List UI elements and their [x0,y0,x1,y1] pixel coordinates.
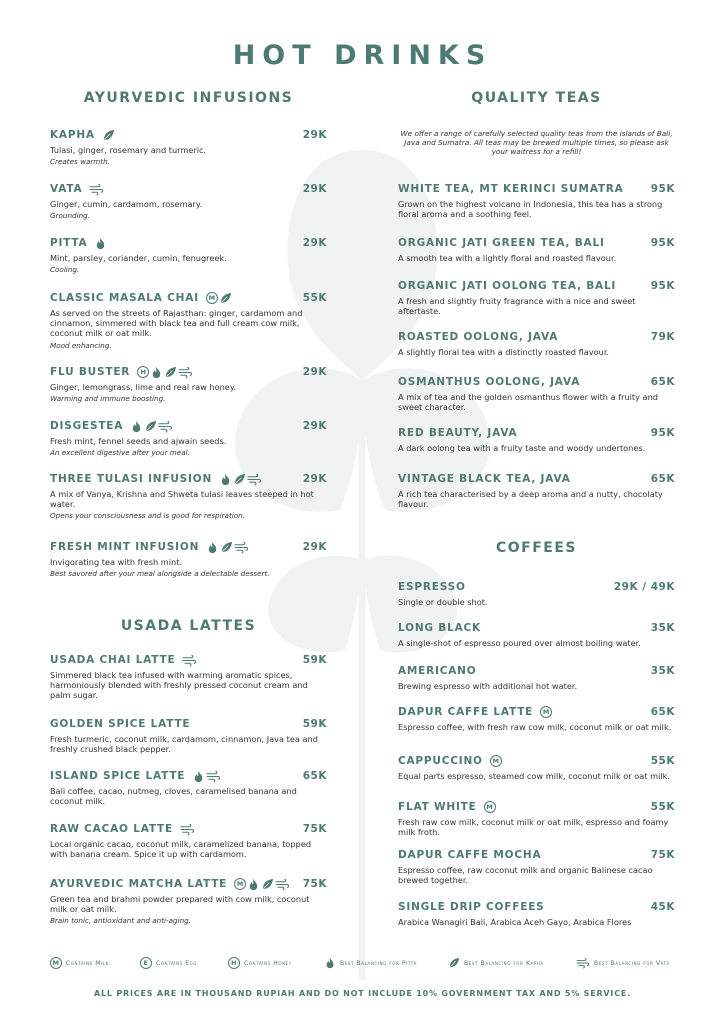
teas-intro: We offer a range of carefully selected quality teas from the islands of Bali, Java and Sumatra. All teas may be brewed multiple times, so please ask your waitress for a refill! [400,129,673,156]
menu-item-icons [137,366,193,379]
menu-item-description: Simmered black tea infused with warming aromatic spices, harmoniously blended with freshly pressed coconut cream and palm sugar. [50,670,308,701]
milk-icon: M [484,801,496,813]
menu-item-name: GOLDEN SPICE LATTE [50,718,191,730]
menu-item-header [398,847,675,863]
menu-item-description: Espresso coffee, with fresh raw cow milk, coconut milk or oat milk. [398,722,672,732]
menu-item-note: Opens your consciousness and is good for respiration. [50,511,246,521]
menu-item-header [398,899,675,915]
milk-icon: M [50,957,62,969]
menu-item-price: 65K [650,706,675,718]
leaf-icon [144,420,157,433]
menu-item-name: THREE TULASI INFUSION [50,473,213,485]
menu-item-icons [206,541,249,554]
egg-icon: E [140,957,152,969]
menu-item-price: 29K [302,473,327,485]
menu-item-price: 95K [650,280,675,292]
menu-item-price: 35K [650,622,675,634]
menu-item [398,374,675,412]
menu-item-name: USADA CHAI LATTE [50,654,176,666]
legend-item [448,957,544,969]
milk-icon: M [490,755,502,767]
menu-item [50,290,327,350]
menu-item-description: Brewing espresso with additional hot water. [398,681,578,691]
menu-item-name: DAPUR CAFFE MOCHA [398,849,542,861]
menu-item-description: A slightly floral tea with a distinctly roasted flavour. [398,347,610,357]
menu-item-name: PITTA [50,237,88,249]
menu-item-price: 65K [650,376,675,388]
menu-item-icons [484,801,496,813]
menu-item-description: A fresh and slightly fruity fragrance with a nice and sweet aftertaste. [398,296,636,317]
menu-item-header [50,539,327,555]
legend-item [324,957,417,969]
menu-item-header [50,418,327,434]
menu-item-description: Equal parts espresso, steamed cow milk, coconut milk or oat milk. [398,771,670,781]
menu-item [398,799,675,837]
menu-item-header [50,181,327,197]
legend-item [576,957,670,969]
menu-item-description: Local organic cacao, coconut milk, caramelized banana, topped with banana cream. Spice it up with cardamom. [50,839,312,860]
menu-item-description: Single or double shot. [398,597,488,607]
legend-label: Best Balancing for Pitta [340,959,417,967]
menu-item-name: CAPPUCCINO [398,755,483,767]
wind-icon [234,541,249,554]
menu-item-name: KAPHA [50,129,95,141]
menu-item-price: 29K [302,237,327,249]
menu-item-header [398,753,675,769]
menu-item-note: Brain tonic, antioxidant and anti-aging. [50,916,192,926]
leaf-icon [164,366,177,379]
milk-icon: M [234,878,246,890]
menu-item-price: 45K [650,901,675,913]
menu-item [50,181,327,220]
menu-item-header [398,329,675,345]
menu-item-price: 35K [650,665,675,677]
menu-item-name: FLAT WHITE [398,801,477,813]
flame-icon [247,878,260,891]
menu-item [50,876,327,925]
menu-item-description: Espresso coffee, raw coconut milk and organic Balinese cacao brewed together. [398,865,653,886]
menu-item-description: Ginger, cumin, cardamom, rosemary. [50,199,203,209]
menu-item [398,663,675,691]
menu-item [50,471,327,520]
menu-item-name: ROASTED OOLONG, JAVA [398,331,559,343]
menu-item-header [398,181,675,197]
menu-item-header [50,471,327,487]
menu-item-note: Best savored after your meal alongside a delectable dessert. [50,569,270,579]
wind-icon [275,878,290,891]
menu-item-header [398,278,675,294]
menu-item-icons [102,129,115,142]
menu-item [50,127,327,166]
leaf-icon [233,473,246,486]
menu-item-price: 75K [302,878,327,890]
menu-item [50,418,327,457]
menu-item [398,329,675,357]
menu-item-header [398,799,675,815]
legend-label: Contains Milk [66,959,109,967]
flame-icon [94,237,107,250]
menu-item [398,425,675,453]
menu-item [50,716,327,754]
menu-item [50,652,327,701]
wind-icon [158,420,173,433]
menu-item-name: AYURVEDIC MATCHA LATTE [50,878,228,890]
menu-item-description: A dark oolong tea with a fruity taste and woody undertones. [398,443,646,453]
menu-item-note: Grounding. [50,211,90,221]
menu-item-name: VATA [50,183,83,195]
menu-item-price: 59K [302,654,327,666]
page-title: HOT DRINKS [232,40,493,71]
menu-item-price: 29K / 49K [613,581,675,593]
menu-item-description: A single-shot of espresso poured over almost boiling water. [398,638,641,648]
wind-icon [178,366,193,379]
menu-item-description: Invigorating tea with fresh mint. [50,557,183,567]
flame-icon [219,473,232,486]
menu-item-header [50,652,327,668]
wind-icon [206,770,221,783]
menu-item [398,278,675,316]
legend-label: Contains Honey [244,959,292,967]
menu-item-note: Cooling. [50,265,80,275]
menu-item-description: Mint, parsley, coriander, cumin, fenugreek. [50,253,227,263]
menu-item [398,753,675,781]
leaf-icon [219,292,232,305]
menu-item-name: FLU BUSTER [50,366,131,378]
menu-item-description: Tulasi, ginger, rosemary and turmeric. [50,145,207,155]
menu-item-description: Ginger, lemongrass, lime and real raw honey. [50,382,237,392]
flame-icon [130,420,143,433]
menu-item-header [50,235,327,251]
menu-item-header [398,235,675,251]
leaf-icon [261,878,274,891]
menu-item-name: OSMANTHUS OOLONG, JAVA [398,376,581,388]
menu-item [398,704,675,732]
menu-item-header [50,364,327,380]
menu-item-icons [182,654,197,667]
menu-item [398,471,675,509]
milk-icon: M [206,292,218,304]
leaf-icon [448,957,460,969]
menu-item-description: A rich tea characterised by a deep aroma and a nutty, chocolaty flavour. [398,489,663,510]
legend-label: Best Balancing for Vata [594,959,670,967]
menu-item-price: 95K [650,237,675,249]
menu-item [398,181,675,219]
menu-item-icons [490,755,502,767]
menu-item-icons [89,183,104,196]
menu-item-icons [94,237,107,250]
menu-item-name: LONG BLACK [398,622,481,634]
section-title-ayurvedic: AYURVEDIC INFUSIONS [83,90,294,106]
menu-item-description: A smooth tea with a lightly floral and roasted flavour. [398,253,617,263]
menu-item-note: Creates warmth. [50,157,110,167]
menu-item-price: 29K [302,366,327,378]
menu-item-header [398,663,675,679]
wind-icon [180,823,195,836]
menu-item-description: A mix of Vanya, Krishna and Shweta tulasi leaves steeped in hot water. [50,489,314,510]
menu-item-header [398,471,675,487]
menu-item-price: 29K [302,129,327,141]
menu-item-name: FRESH MINT INFUSION [50,541,200,553]
menu-item-price: 75K [650,849,675,861]
menu-item-name: ORGANIC JATI OOLONG TEA, BALI [398,280,617,292]
menu-item-name: RAW CACAO LATTE [50,823,173,835]
menu-item-header [50,716,327,732]
legend-label: Best Balancing for Kapha [464,959,544,967]
menu-item [50,235,327,274]
menu-item-name: WHITE TEA, MT KERINCI SUMATRA [398,183,624,195]
menu-item-price: 65K [302,770,327,782]
menu-item-description: Fresh mint, fennel seeds and ajwain seeds. [50,436,227,446]
menu-item-price: 59K [302,718,327,730]
legend-item [50,957,109,969]
menu-item-price: 55K [650,801,675,813]
menu-item-description: Grown on the highest volcano in Indonesia, this tea has a strong floral aroma and a soothing feel. [398,199,663,220]
menu-item-description: As served on the streets of Rajasthan: ginger, cardamom and cinnamon, simmered with black tea and full cream cow milk, coconut milk or oat milk. [50,308,303,339]
menu-item-description: Green tea and brahmi powder prepared with cow milk, coconut milk or oat milk. [50,894,310,915]
menu-item-header [50,127,327,143]
menu-item [50,768,327,806]
honey-icon: H [137,366,149,378]
leaf-icon [102,129,115,142]
menu-item-description: Arabica Wanagiri Bali, Arabica Aceh Gayo, Arabica Flores [398,917,632,927]
footer-note: ALL PRICES ARE IN THOUSAND RUPIAH AND DO NOT INCLUDE 10% GOVERNMENT TAX AND 5% SERVICE. [94,989,631,998]
menu-item-icons [206,292,232,305]
menu-item-note: Mood enhancing. [50,340,112,350]
menu-item-name: ORGANIC JATI GREEN TEA, BALI [398,237,605,249]
menu-item-header [398,704,675,720]
wind-icon [576,957,590,969]
menu-item-name: DISGESTEA [50,420,124,432]
menu-item-price: 75K [302,823,327,835]
wind-icon [89,183,104,196]
menu-item [398,620,675,648]
menu-item-header [398,579,675,595]
flame-icon [206,541,219,554]
menu-item-header [50,768,327,784]
honey-icon: H [228,957,240,969]
legend-label: Contains Egg [156,959,198,967]
menu-item-price: 29K [302,541,327,553]
legend-item [228,957,292,969]
menu-item-price: 29K [302,420,327,432]
menu-item-note: An excellent digestive after your meal. [50,448,190,458]
menu-item-icons [180,823,195,836]
menu-item-header [50,821,327,837]
menu-item-header [398,374,675,390]
menu-item [50,821,327,859]
menu-item-name: VINTAGE BLACK TEA, JAVA [398,473,571,485]
flame-icon [150,366,163,379]
menu-item-header [50,290,327,306]
menu-item-header [398,425,675,441]
menu-item-price: 55K [650,755,675,767]
menu-item-price: 29K [302,183,327,195]
menu-item-name: AMERICANO [398,665,477,677]
menu-item-icons [219,473,262,486]
menu-item [398,899,675,927]
menu-item-name: SINGLE DRIP COFFEES [398,901,545,913]
menu-item-header [398,620,675,636]
menu-item [398,579,675,607]
legend [0,957,725,975]
menu-item-icons [130,420,173,433]
menu-item [50,539,327,578]
legend-item [140,957,197,969]
menu-item-price: 55K [302,292,327,304]
wind-icon [247,473,262,486]
menu-item [398,235,675,263]
menu-item-description: A mix of tea and the golden osmanthus flower with a fruity and sweet character. [398,392,658,413]
menu-item [50,364,327,403]
menu-item [398,847,675,885]
menu-item-description: Fresh raw cow milk, coconut milk or oat milk, espresso and foamy milk froth. [398,817,669,838]
menu-item-header [50,876,327,892]
milk-icon: M [540,706,552,718]
wind-icon [182,654,197,667]
menu-item-price: 79K [650,331,675,343]
menu-item-name: DAPUR CAFFE LATTE [398,706,534,718]
leaf-icon [220,541,233,554]
menu-item-description: Fresh turmeric, coconut milk, cardamom, cinnamon, Java tea and freshly crushed black pepper. [50,734,318,755]
menu-item-icons [234,878,290,891]
flame-icon [324,957,336,969]
menu-item-note: Warming and immune boosting. [50,394,166,404]
section-title-lattes: USADA LATTES [120,618,257,634]
menu-item-price: 65K [650,473,675,485]
menu-item-price: 95K [650,427,675,439]
menu-item-name: ISLAND SPICE LATTE [50,770,186,782]
section-title-coffees: COFFEES [495,540,577,556]
menu-item-name: CLASSIC MASALA CHAI [50,292,199,304]
menu-item-icons [540,706,552,718]
menu-item-icons [192,770,221,783]
menu-item-description: Bali coffee, cacao, nutmeg, cloves, caramelised banana and coconut milk. [50,786,297,807]
menu-item-name: ESPRESSO [398,581,466,593]
flame-icon [192,770,205,783]
menu-item-price: 95K [650,183,675,195]
menu-item-name: RED BEAUTY, JAVA [398,427,518,439]
section-title-teas: QUALITY TEAS [471,90,602,106]
